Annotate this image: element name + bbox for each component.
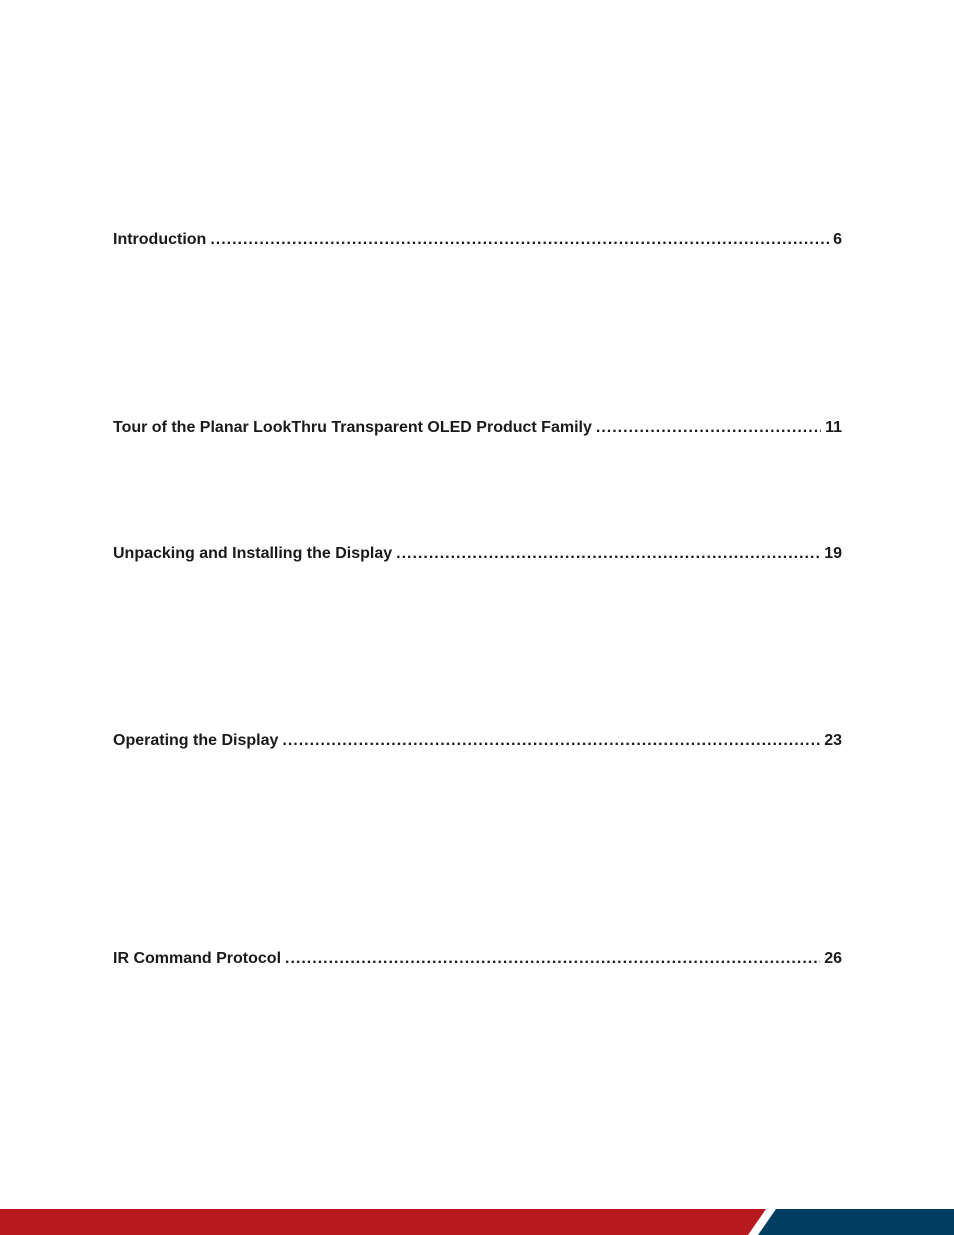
toc-entry-unpacking[interactable] [113, 544, 842, 564]
toc-dot-leader [210, 230, 829, 250]
toc-dot-leader [596, 418, 821, 438]
footer-stripe-graphic [0, 1209, 954, 1235]
toc-entry-introduction[interactable] [113, 230, 842, 250]
toc-dot-leader [396, 544, 820, 564]
footer-bar [0, 1209, 954, 1235]
toc-entry-title: Operating the Display [113, 732, 279, 749]
footer-navy-band [758, 1209, 954, 1235]
toc-entry-page: 11 [825, 419, 842, 436]
toc-entry-title: IR Command Protocol [113, 950, 282, 967]
footer-red-band [0, 1209, 766, 1235]
toc-entry-title: Unpacking and Installing the Display [113, 545, 393, 562]
toc-entry-ir-command[interactable] [113, 949, 842, 969]
toc-entry-page: 19 [824, 545, 842, 562]
toc-entry-operating[interactable] [113, 731, 842, 751]
toc-entry-page: 23 [824, 732, 842, 749]
toc-entry-title: Tour of the Planar LookThru Transparent OLED Product Family [113, 419, 592, 436]
toc-entry-tour[interactable] [113, 418, 842, 438]
toc-entry-title: Introduction [113, 231, 207, 248]
toc-entry-page: 26 [824, 950, 842, 967]
toc-dot-leader [282, 731, 820, 751]
toc-entry-page: 6 [833, 231, 842, 248]
toc-dot-leader [285, 949, 820, 969]
